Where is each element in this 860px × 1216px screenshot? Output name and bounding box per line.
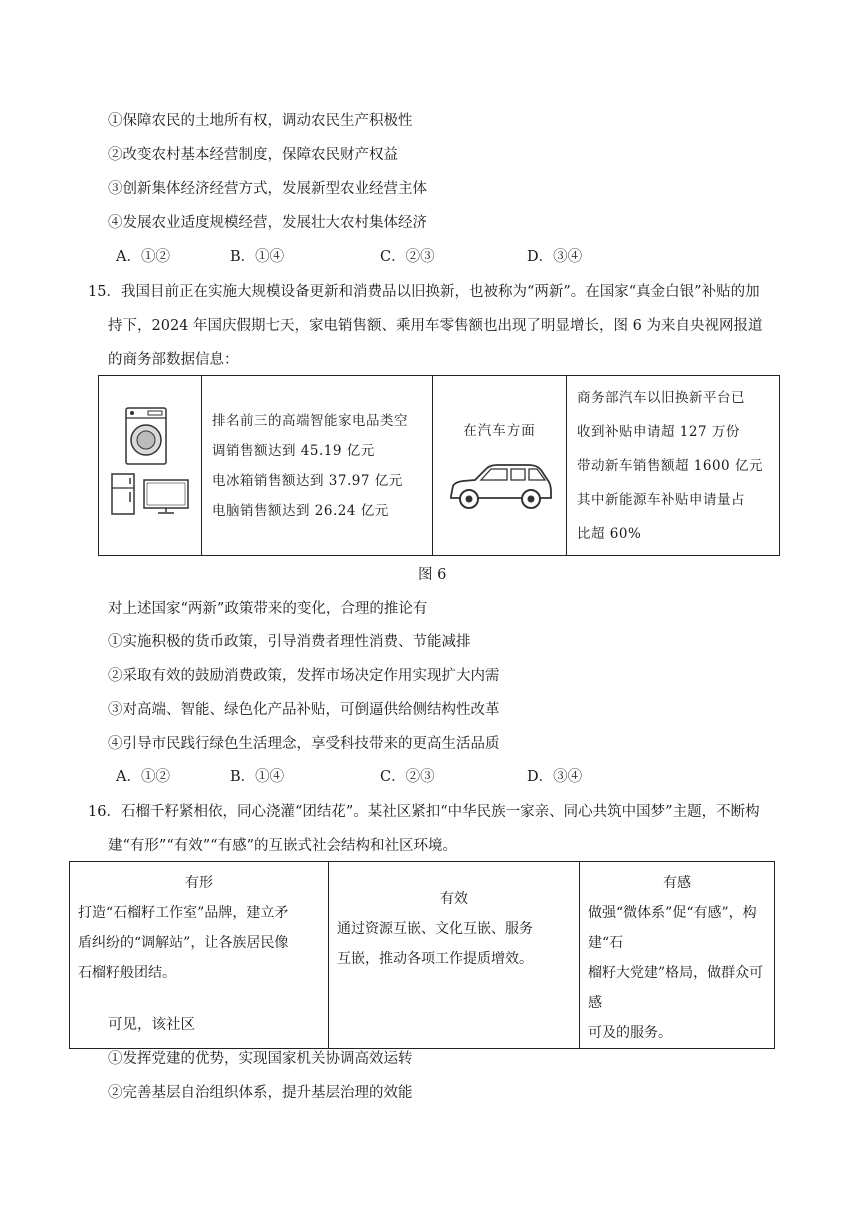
q15-item-4: ④引导市民践行绿色生活理念，享受科技带来的更高生活品质 — [108, 736, 500, 752]
q16-col-line: 做强“微体系”促“有感”，构建“石 — [588, 905, 757, 951]
q14-item-4: ④发展农业适度规模经营，发展壮大农村集体经济 — [108, 215, 427, 231]
q15-stem-line-3: 的商务部数据信息： — [108, 352, 239, 368]
car-line-4: 其中新能源车补贴申请量占 — [577, 491, 745, 508]
q16-col-title: 有效 — [440, 891, 468, 907]
q15-option-a: A．①② — [116, 769, 170, 785]
q15-item-3: ③对高端、智能、绿色化产品补贴，可倒逼供给侧结构性改革 — [108, 702, 500, 718]
q16-item-2: ②完善基层自治组织体系，提升基层治理的效能 — [108, 1085, 413, 1101]
q16-col-title: 有形 — [185, 875, 213, 891]
appliance-line-4: 电脑销售额达到 26.24 亿元 — [212, 502, 389, 519]
appliance-line-3: 电冰箱销售额达到 37.97 亿元 — [212, 472, 403, 489]
car-line-5: 比超 60% — [577, 525, 642, 542]
q14-option-d: D．③④ — [527, 249, 583, 265]
car-label: 在汽车方面 — [463, 423, 536, 439]
q14-option-b: B．①④ — [230, 249, 285, 265]
car-line-3: 带动新车销售额超 1600 亿元 — [577, 457, 763, 474]
appliance-data-cell — [202, 376, 433, 556]
q15-option-b: B．①④ — [230, 769, 285, 785]
q16-col-line: 盾纠纷的“调解站”，让各族居民像 — [78, 935, 289, 951]
q16-col-line: 通过资源互嵌、文化互嵌、服务 — [337, 921, 533, 937]
car-data-cell — [567, 376, 780, 556]
q15-stem-line-2: 持下，2024 年国庆假期七天，家电销售额、乘用车零售额也出现了明显增长，图 6 为来自央视网报道 — [108, 318, 763, 334]
q16-col-line: 可及的服务。 — [588, 1025, 672, 1041]
car-line-1: 商务部汽车以旧换新平台已 — [577, 389, 745, 406]
q16-col-line: 互嵌，推动各项工作提质增效。 — [337, 951, 533, 967]
q15-stem-line-1: 15．我国目前正在实施大规模设备更新和消费品以旧换新，也被称为“两新”。在国家“真金白银”补贴的加 — [88, 284, 760, 300]
q15-option-c: C．②③ — [380, 769, 435, 785]
q16-col-yougan — [580, 862, 775, 1049]
q16-stem-line-2: 建“有形”“有效”“有感”的互嵌式社会结构和社区环境。 — [108, 838, 457, 854]
figure-caption: 图 6 — [418, 567, 447, 583]
q16-col-line: 石榴籽般团结。 — [78, 965, 176, 981]
q14-item-2: ②改变农村基本经营制度，保障农民财产权益 — [108, 147, 398, 163]
appliance-line-1: 排名前三的高端智能家电品类空 — [212, 412, 408, 429]
car-line-2: 收到补贴申请超 127 万份 — [577, 423, 740, 440]
figure-6-table — [98, 375, 780, 556]
q14-item-1: ①保障农民的土地所有权，调动农民生产积极性 — [108, 113, 413, 129]
car-icon — [445, 456, 555, 516]
q15-option-d: D．③④ — [527, 769, 583, 785]
q16-stem-line-1: 16．石榴千籽紧相依，同心浇灌“团结花”。某社区紧扣“中华民族一家亲、同心共筑中国梦”主题，不断构 — [88, 804, 760, 820]
q16-item-1: ①发挥党建的优势，实现国家机关协调高效运转 — [108, 1051, 413, 1067]
appliance-icon — [104, 404, 196, 524]
q16-question: 可见，该社区 — [108, 1017, 195, 1033]
q16-col-line: 打造“石榴籽工作室”品牌，建立矛 — [78, 905, 289, 921]
q14-option-a: A．①② — [116, 249, 170, 265]
q16-col-line: 榴籽大党建”格局，做群众可感 — [588, 965, 764, 1011]
q15-item-2: ②采取有效的鼓励消费政策，发挥市场决定作用实现扩大内需 — [108, 668, 500, 684]
q16-col-youxiao — [329, 862, 580, 1049]
q14-item-3: ③创新集体经济经营方式，发展新型农业经营主体 — [108, 181, 427, 197]
appliance-illustration-cell — [99, 376, 202, 556]
q14-option-c: C．②③ — [380, 249, 435, 265]
q15-question: 对上述国家“两新”政策带来的变化，合理的推论有 — [108, 601, 428, 617]
car-illustration-cell — [433, 376, 567, 556]
q15-item-1: ①实施积极的货币政策，引导消费者理性消费、节能减排 — [108, 634, 471, 650]
q16-col-title: 有感 — [663, 875, 691, 891]
appliance-line-2: 调销售额达到 45.19 亿元 — [212, 442, 375, 459]
